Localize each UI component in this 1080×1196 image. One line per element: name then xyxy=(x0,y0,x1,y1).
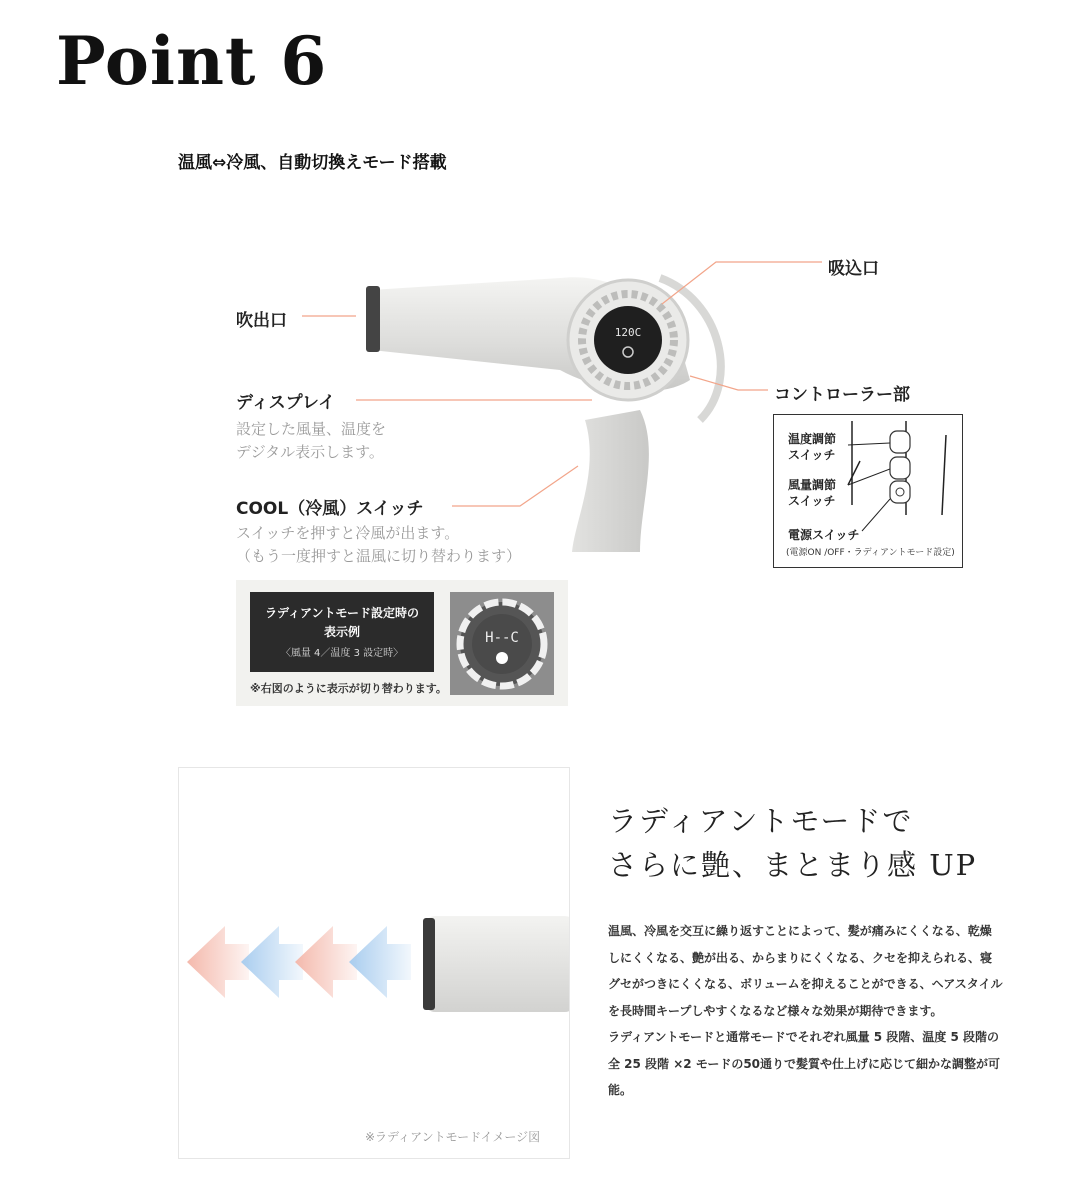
warm-arrow-2 xyxy=(295,926,357,998)
radiant-display-example xyxy=(450,592,554,695)
leader-cool xyxy=(452,466,578,506)
radiant-heading: ラディアントモードで さらに艶、まとまり感 UP xyxy=(608,804,978,882)
cool-switch-label: COOL（冷風）スイッチ xyxy=(236,499,424,519)
radiant-airflow-illustration xyxy=(179,768,569,1158)
airflow-switch-icon xyxy=(890,457,910,479)
radiant-mode-image xyxy=(178,767,570,1159)
display-screen xyxy=(594,306,662,374)
radiant-display-graphic xyxy=(450,592,554,695)
controller-label: コントローラー部 xyxy=(774,385,910,405)
page-title: Point 6 xyxy=(56,22,328,100)
radiant-display-text: H--C xyxy=(485,630,519,646)
temp-switch-icon xyxy=(890,431,910,453)
radiant-example-note: ※右図のように表示が切り替わります。 xyxy=(250,682,447,695)
lcd-text: 120C xyxy=(614,326,642,339)
cool-arrow-2 xyxy=(349,926,411,998)
power-switch-label: 電源スイッチ xyxy=(788,528,860,542)
power-switch-note: (電源ON /OFF・ラディアントモード設定) xyxy=(786,548,955,558)
outlet-label: 吹出口 xyxy=(236,311,287,331)
cool-arrow-1 xyxy=(241,926,303,998)
radiant-description xyxy=(608,918,1003,1104)
intake-label: 吸込口 xyxy=(828,259,879,279)
radiant-example-panel xyxy=(236,580,568,706)
dryer-nozzle xyxy=(366,286,380,352)
power-switch-icon xyxy=(890,481,910,503)
cool-switch-desc: スイッチを押すと冷風が出ます。 （もう一度押すと温風に切り替わります） xyxy=(236,524,522,565)
airflow-switch-label: 風量調節 スイッチ xyxy=(788,478,837,509)
display-label: ディスプレイ xyxy=(236,393,336,413)
body-paragraph-1: 温風、冷風を交互に繰り返すことによって、髪が痛みにくくなる、乾燥しにくくなる、艶が出る、からまりにくくなる、クセを抑えられる、寝グセがつきにくくなる、ボリュームを抑えることができる、ヘアスタイルを長時間キープしやすくなるなど様々な効果が期待できます。 xyxy=(608,924,1003,1018)
temp-switch-label: 温度調節 スイッチ xyxy=(788,432,837,463)
display-desc: 設定した風量、温度を デジタル表示します。 xyxy=(236,420,387,461)
dryer-handle xyxy=(572,410,649,552)
section-subtitle: 温風⇔冷風、自動切換えモード搭載 xyxy=(178,153,447,173)
controller-detail-box xyxy=(773,414,963,568)
radiant-example-caption: ラディアントモード設定時の 表示例 〈風量 4／温度 3 設定時〉 xyxy=(250,592,434,672)
radiant-fan-icon xyxy=(496,652,508,664)
dryer-nozzle-body xyxy=(425,916,569,1012)
leader-controller xyxy=(690,376,768,390)
dryer-nozzle-tip xyxy=(423,918,435,1010)
image-caption: ※ラディアントモードイメージ図 xyxy=(365,1130,541,1144)
body-paragraph-2: ラディアントモードと通常モードでそれぞれ風量 5 段階、温度 5 段階の全 25 段階 ×2 モードの50通りで髪質や仕上げに応じて細かな調整が可能。 xyxy=(608,1030,1001,1097)
warm-arrow-1 xyxy=(187,926,249,998)
